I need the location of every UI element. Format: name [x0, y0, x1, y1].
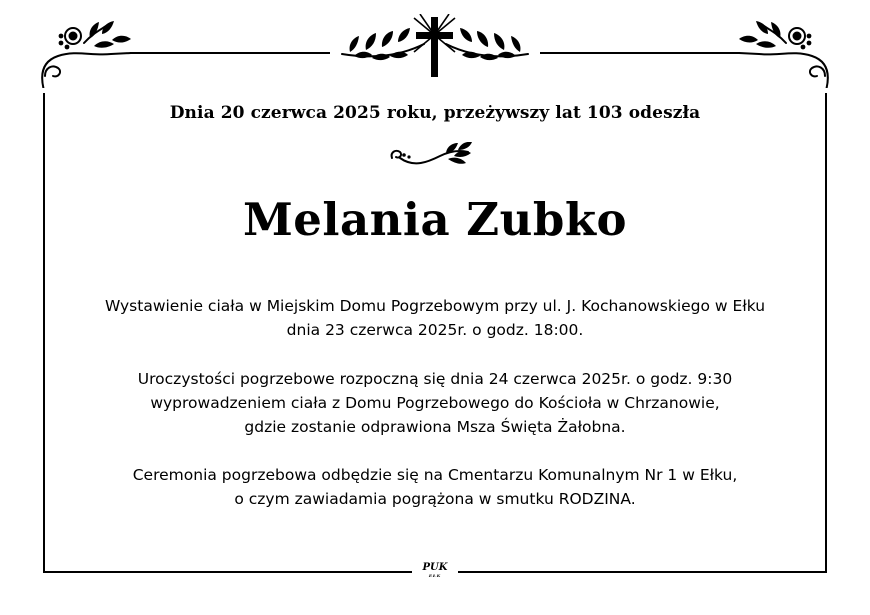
paragraph-line: Uroczystości pogrzebowe rozpoczną się dnia 24 czerwca 2025r. o godz. 9:30: [137, 370, 733, 388]
paragraph-line: Ceremonia pogrzebowa odbędzie się na Cmentarzu Komunalnym Nr 1 w Ełku,: [132, 466, 738, 484]
paragraph-viewing: [0, 294, 870, 342]
paragraph-line: o czym zawiadamia pogrążona w smutku RODZINA.: [234, 490, 636, 508]
paragraph-line: dnia 23 czerwca 2025r. o godz. 18:00.: [286, 321, 584, 339]
paragraph-ceremony: [0, 367, 870, 439]
paragraph-line: gdzie zostanie odprawiona Msza Święta Żałobna.: [244, 418, 626, 436]
frame-top-right-line: [540, 52, 740, 54]
logo-main-text: PUK: [422, 562, 448, 573]
frame-top-left-line: [130, 52, 330, 54]
paragraph-line: Wystawienie ciała w Miejskim Domu Pogrzebowym przy ul. J. Kochanowskiego w Ełku: [104, 297, 766, 315]
laurel-icon: [336, 14, 534, 80]
puk-logo: [412, 562, 458, 578]
flourish-icon: [384, 142, 484, 172]
paragraph-line: wyprowadzeniem ciała z Domu Pogrzebowego do Kościoła w Chrzanowie,: [150, 394, 720, 412]
logo-sub-text: EŁK: [428, 573, 442, 578]
paragraph-burial: [0, 463, 870, 511]
frame-bottom-left-line: [43, 571, 412, 573]
frame-bottom-right-line: [458, 571, 827, 573]
corner-ornament-top-left: [36, 16, 146, 88]
corner-ornament-top-right: [724, 16, 834, 88]
intro-text: Dnia 20 czerwca 2025 roku, przeżywszy lat 103 odeszła: [169, 103, 701, 123]
deceased-name: Melania Zubko: [242, 193, 628, 246]
